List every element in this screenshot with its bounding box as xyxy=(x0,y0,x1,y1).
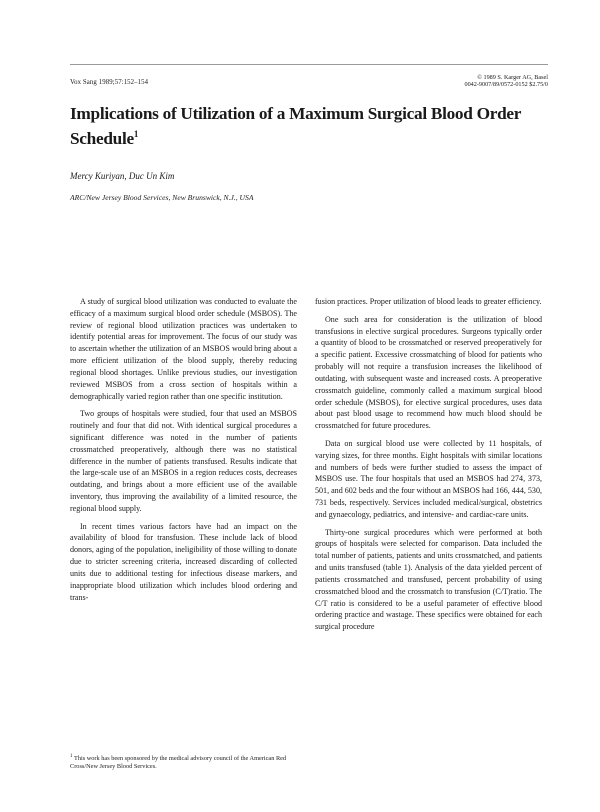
copyright-block xyxy=(462,74,548,89)
footnote-mark: 1 xyxy=(70,754,73,759)
body-column-left xyxy=(70,296,297,603)
header-rule xyxy=(70,64,548,65)
copyright-line: © 1989 S. Karger AG, Basel xyxy=(477,74,548,81)
article-authors: Mercy Kuriyan, Duc Un Kim xyxy=(70,171,175,181)
article-affiliation: ARC/New Jersey Blood Services, New Brunswick, N.J., USA xyxy=(70,193,254,202)
footnote-text: This work has been sponsored by the medical advisory council of the American Red Cross/New Jersey Blood Services. xyxy=(70,755,287,771)
journal-citation: Vox Sang 1989;57:152–154 xyxy=(70,79,149,86)
body-column-right xyxy=(315,296,542,633)
article-title-text: Implications of Utilization of a Maximum Surgical Blood Order Schedule xyxy=(70,104,521,148)
body-paragraph: In recent times various factors have had an impact on the availability of blood for transfusion. These include lack of blood donors, aging of the population, ineligibility of those willing to donate due to stricter screening criteria, increased discarding of collected units due to additional testing for infectious disease markers, and inappropriate blood utilization which includes blood ordering and trans- xyxy=(70,521,297,602)
body-paragraph: A study of surgical blood utilization was conducted to evaluate the efficacy of a maximum surgical blood order schedule (MSBOS). The review of regional blood utilization practices was undertaken to identify potential areas for improvement. The focus of our study was to ascertain whether the utilization of an MSBOS would bring about a more efficient utilization of the blood supply, thereby reducing regional blood shortages. Unlike previous studies, our investigation reviewed MSBOS from a cross section of hospitals within a demographically varied region rather than one specific institution. xyxy=(70,297,297,401)
body-paragraph-continued: fusion practices. Proper utilization of blood leads to greater efficiency. xyxy=(315,297,542,306)
body-paragraph: Two groups of hospitals were studied, four that used an MSBOS routinely and four that did not. With identical surgical procedures a significant difference was noted in the number of patients crossmatched preoperatively, although there was no statistical difference in the number of patients transfused. Results indicate that the large-scale use of an MSBOS in a region reduces costs, decreases outdating, and brings about a more efficient use of the available inventory, thus improving the availability of a limited resource, the regional blood supply. xyxy=(70,409,297,513)
footnote xyxy=(70,753,297,772)
body-paragraph: Data on surgical blood use were collected by 11 hospitals, of varying sizes, for three months. Eight hospitals with similar locations and numbers of beds were further studied to assess the impact of MSBOS use. The four hospitals that used an MSBOS had 274, 373, 501, and 602 beds and the four without an MSBOS had 166, 444, 530, 731 beds, respectively. Services included medical/surgical, obstetrics and gynaecology, pediatrics, and intensive- and cardiac-care units. xyxy=(315,438,542,519)
issn-line: 0042-9007/89/0572-0152 $2.75/0 xyxy=(464,81,548,89)
body-paragraph: Thirty-one surgical procedures which were performed at both groups of hospitals were selected for comparison. Data included the total number of patients, patients and units crossmatched, and patients and units transfused (table 1). Analysis of the data yielded percent of patients crossmatched and transfused, percent probability of using crossmatched blood and the crossmatch to transfusion (C/T)ratio. The C/T ratio is considered to be a useful parameter of effective blood ordering practice and wastage. These specifics were obtained for each surgical procedure xyxy=(315,527,542,632)
article-title xyxy=(70,104,540,149)
title-footnote-mark: 1 xyxy=(133,129,139,139)
body-paragraph: One such area for consideration is the utilization of blood transfusions in elective surgical procedures. Surgeons typically order a quantity of blood to be crossmatched or reserved preoperatively for a specific patient. Excessive crossmatching of blood for patients who probably will not require a transfusion increases the likelihood of outdating, with subsequent waste and increased costs. A preoperative crossmatch guideline, commonly called a maximum surgical blood order schedule (MSBOS), for elective surgical procedures, uses data about past blood usage to recommend how much blood should be crossmatched for future procedures. xyxy=(315,314,542,431)
